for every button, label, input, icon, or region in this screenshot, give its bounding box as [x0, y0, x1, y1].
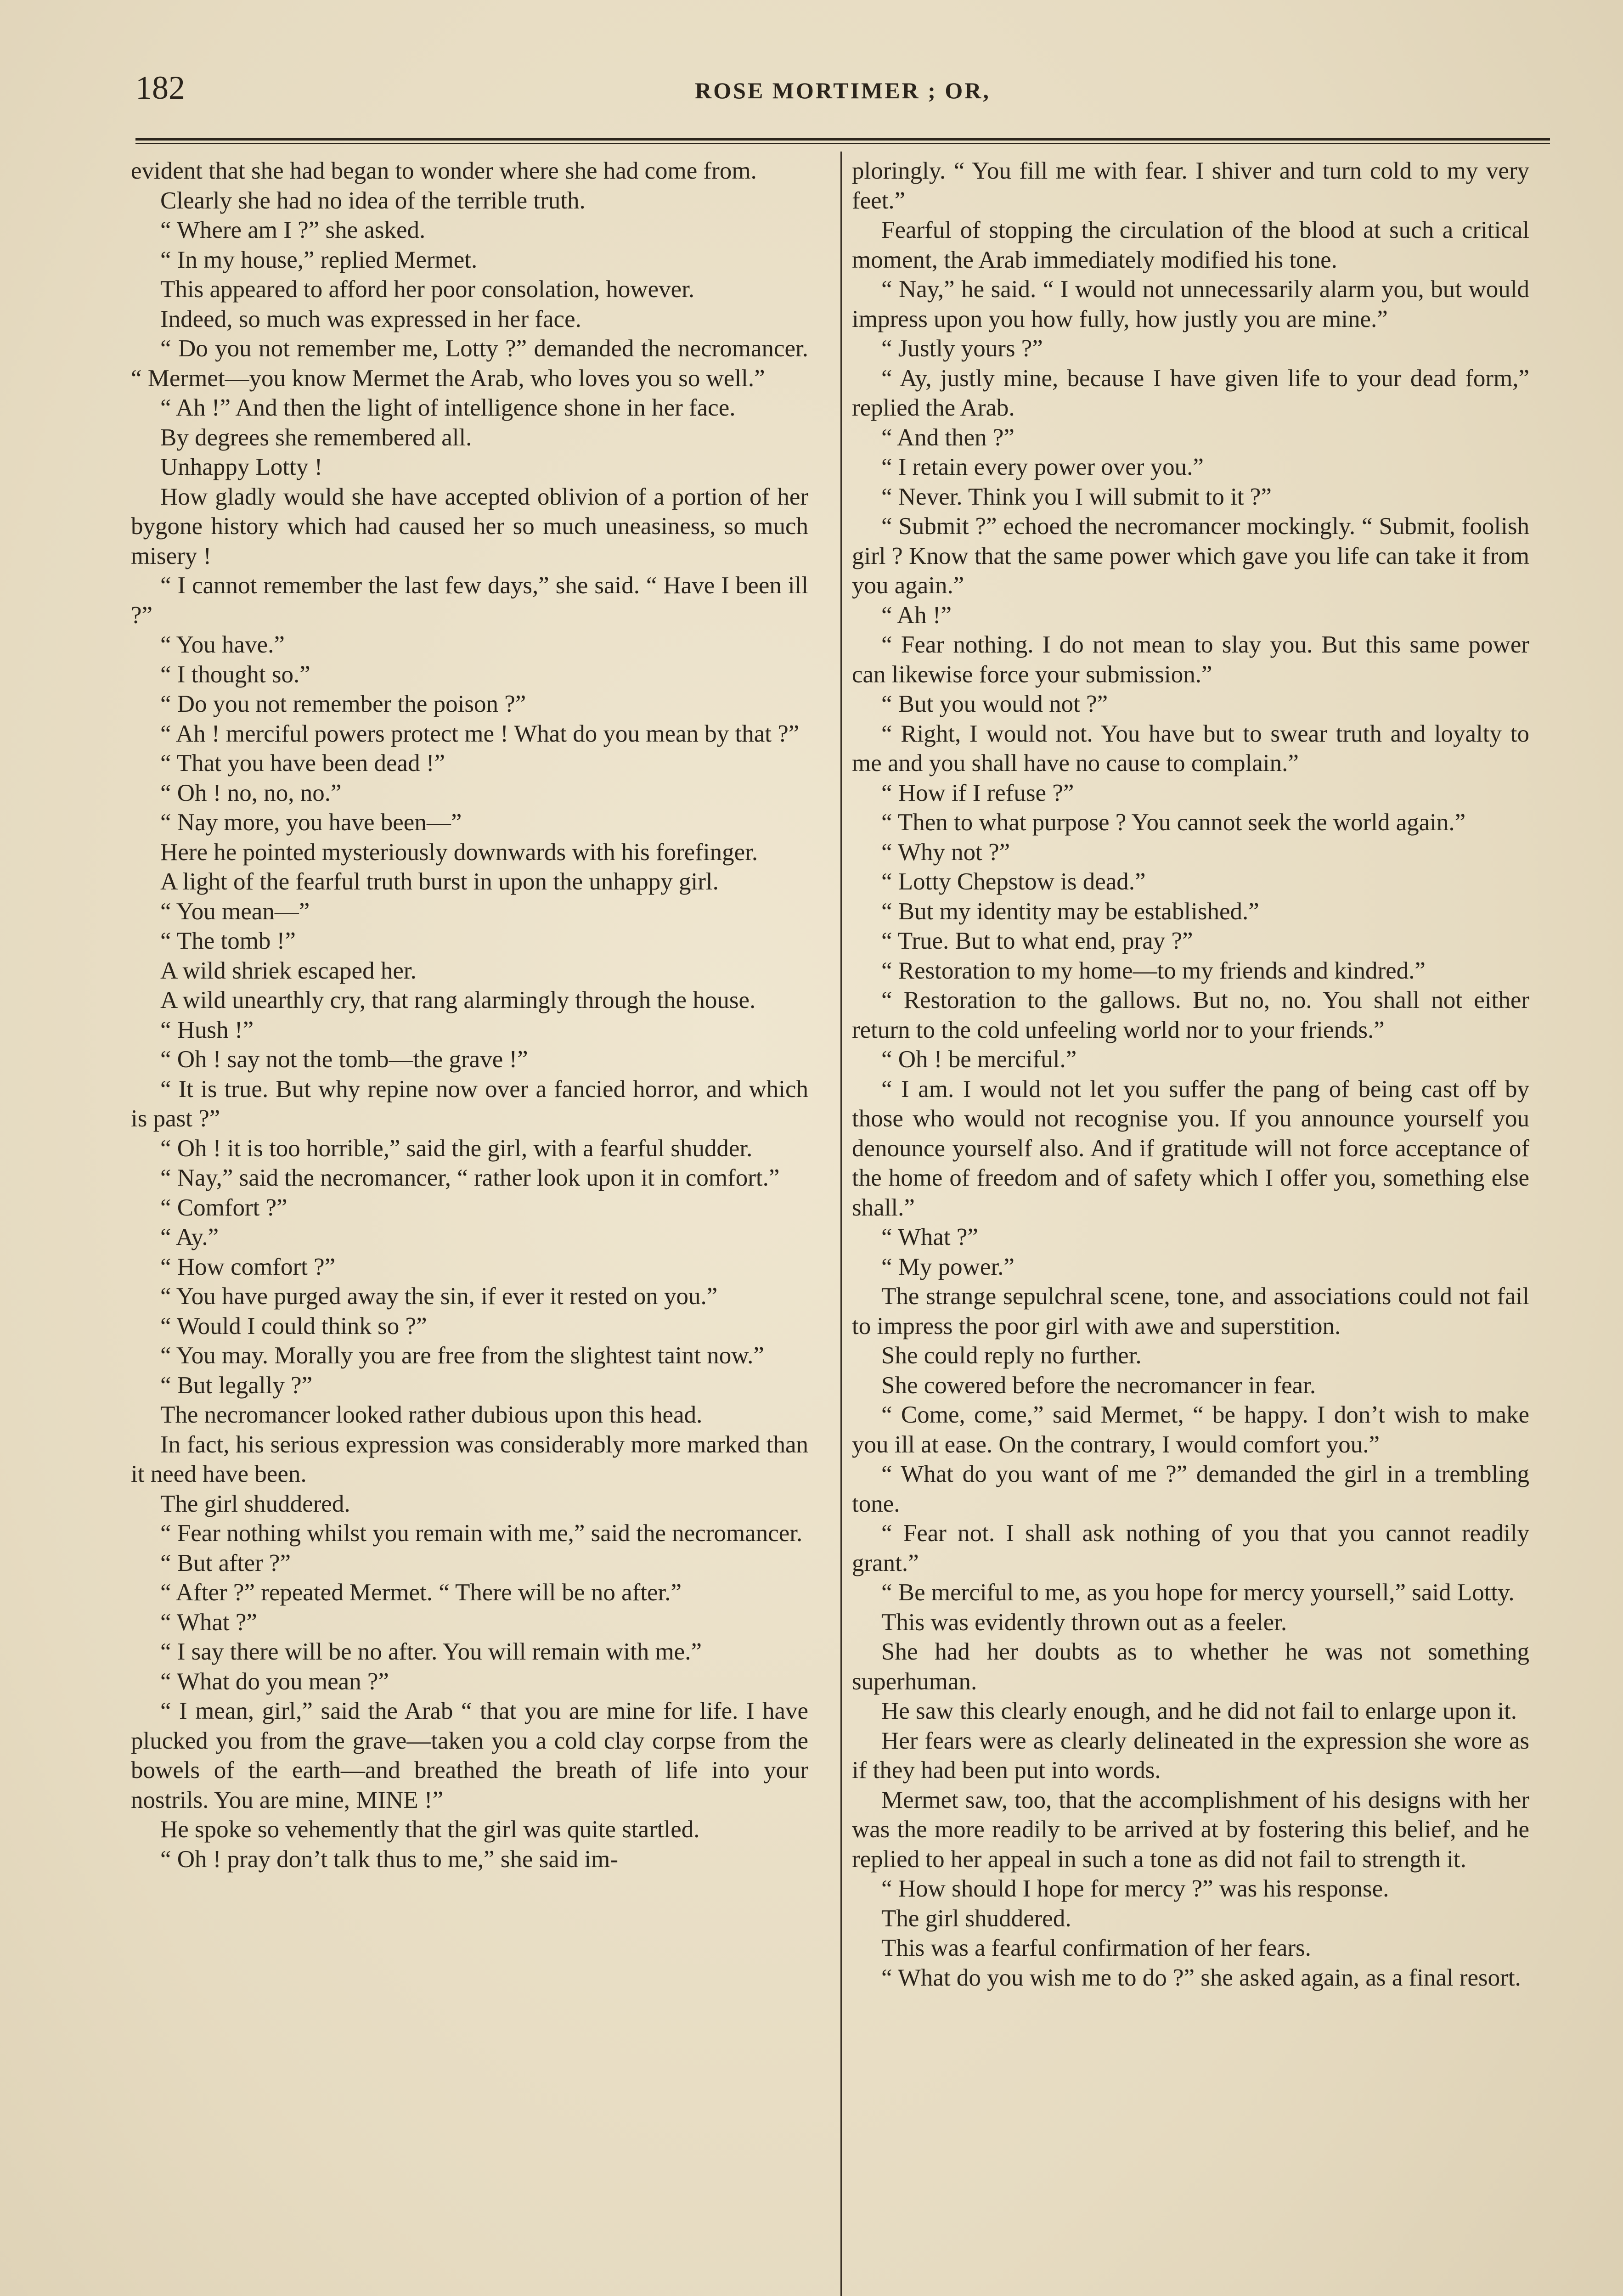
column-divider	[840, 152, 842, 2296]
paragraph: “ Ah !” And then the light of intelligence shone in her face.	[160, 394, 736, 421]
paragraph: A wild unearthly cry, that rang alarmingly through the house.	[160, 987, 756, 1013]
paragraph: “ Submit ?” echoed the necromancer mockingly. “ Submit, foolish girl ? Know that the same power which gave you life can take it from you again.”	[852, 513, 1529, 599]
paragraph: “ And then ?”	[881, 424, 1014, 451]
paragraph: “ Come, come,” said Mermet, “ be happy. I don’t wish to make you ill at ease. On the contrary, I would comfort you.”	[852, 1401, 1529, 1458]
paragraph: “ What do you want of me ?” demanded the girl in a trembling tone.	[852, 1461, 1529, 1517]
paragraph: “ Right, I would not. You have but to swear truth and loyalty to me and you shall have no cause to complain.”	[852, 720, 1529, 777]
paragraph: Unhappy Lotty !	[160, 454, 323, 480]
paragraph: “ True. But to what end, pray ?”	[881, 928, 1193, 954]
paragraph: “ Would I could think so ?”	[160, 1312, 427, 1339]
header-rule	[135, 138, 1550, 141]
paragraph: How gladly would she have accepted oblivion of a portion of her bygone history which had caused her so much uneasiness, so much misery !	[131, 483, 808, 569]
right-column	[852, 156, 1529, 1992]
paragraph: Fearful of stopping the circulation of the blood at such a critical moment, the Arab immediately modified his tone.	[852, 217, 1529, 273]
paragraph: “ That you have been dead !”	[160, 750, 445, 777]
header-rule-thin	[135, 143, 1550, 144]
paragraph: “ Be merciful to me, as you hope for mercy yoursell,” said Lotty.	[881, 1579, 1515, 1606]
paragraph: “ Never. Think you I will submit to it ?”	[881, 483, 1272, 510]
paragraph: “ Hush !”	[160, 1016, 254, 1043]
paragraph: “ I say there will be no after. You will remain with me.”	[160, 1638, 702, 1665]
paragraph: “ I mean, girl,” said the Arab “ that you are mine for life. I have plucked you from the grave—taken you a cold clay corpse from the bowels of the earth—and breathed the breath of life into your nostrils. You are mine, MINE !”	[131, 1698, 808, 1813]
paragraph: evident that she had began to wonder where she had come from.	[131, 158, 757, 184]
paragraph: This was evidently thrown out as a feeler.	[881, 1609, 1287, 1636]
paragraph: “ How should I hope for mercy ?” was his response.	[881, 1875, 1389, 1902]
paragraph: “ Restoration to my home—to my friends and kindred.”	[881, 957, 1426, 984]
page-header	[135, 69, 1550, 119]
paragraph: “ How comfort ?”	[160, 1253, 336, 1280]
paragraph: “ Ah !”	[881, 602, 952, 629]
paragraph: “ I retain every power over you.”	[881, 454, 1204, 480]
paragraph: She cowered before the necromancer in fear.	[881, 1372, 1316, 1399]
paragraph: “ But my identity may be established.”	[881, 898, 1259, 925]
paragraph: “ Restoration to the gallows. But no, no. You shall not either return to the cold unfeeling world nor to your friends.”	[852, 987, 1529, 1043]
paragraph: In fact, his serious expression was considerably more marked than it need have been.	[131, 1431, 808, 1487]
paragraph: This appeared to afford her poor consolation, however.	[160, 276, 695, 303]
paragraph: Her fears were as clearly delineated in the expression she wore as if they had been put into words.	[852, 1727, 1529, 1784]
paragraph: A wild shriek escaped her.	[160, 957, 417, 984]
paragraph: The strange sepulchral scene, tone, and associations could not fail to impress the poor girl with awe and superstition.	[852, 1283, 1529, 1339]
paragraph: Indeed, so much was expressed in her face.	[160, 305, 581, 332]
running-title: ROSE MORTIMER ; OR,	[695, 78, 991, 103]
paragraph: “ Do you not remember the poison ?”	[160, 691, 526, 717]
paragraph: “ Comfort ?”	[160, 1194, 287, 1221]
paragraph: “ Oh ! be merciful.”	[881, 1046, 1077, 1073]
paragraph: Here he pointed mysteriously downwards with his forefinger.	[160, 838, 758, 866]
paragraph: He spoke so vehemently that the girl was quite startled.	[160, 1816, 700, 1843]
paragraph: She had her doubts as to whether he was not something superhuman.	[852, 1638, 1529, 1695]
paragraph: “ I cannot remember the last few days,” she said. “ Have I been ill ?”	[131, 572, 808, 629]
paragraph: “ Ay.”	[160, 1224, 219, 1250]
paragraph: “ Oh ! it is too horrible,” said the girl, with a fearful shudder.	[160, 1135, 753, 1162]
paragraph: The necromancer looked rather dubious upon this head.	[160, 1401, 703, 1428]
paragraph: “ I thought so.”	[160, 661, 310, 688]
paragraph: “ But legally ?”	[160, 1372, 313, 1399]
paragraph: This was a fearful confirmation of her fears.	[881, 1935, 1311, 1961]
paragraph: “ In my house,” replied Mermet.	[160, 246, 478, 273]
left-column	[131, 156, 808, 1874]
paragraph: “ Ay, justly mine, because I have given life to your dead form,” replied the Arab.	[852, 365, 1529, 421]
paragraph: “ Oh ! no, no, no.”	[160, 779, 342, 806]
paragraph: “ Ah ! merciful powers protect me ! What do you mean by that ?”	[160, 720, 800, 747]
paragraph: He saw this clearly enough, and he did not fail to enlarge upon it.	[881, 1698, 1517, 1724]
paragraph: “ Fear not. I shall ask nothing of you that you cannot readily grant.”	[852, 1520, 1529, 1576]
paragraph: “ It is true. But why repine now over a fancied horror, and which is past ?”	[131, 1075, 808, 1132]
paragraph: “ Fear nothing. I do not mean to slay you. But this same power can likewise force your submission.”	[852, 631, 1529, 688]
paragraph: “ Where am I ?” she asked.	[160, 217, 426, 243]
paragraph: “ You have.”	[160, 631, 285, 658]
paragraph: A light of the fearful truth burst in upon the unhappy girl.	[160, 868, 719, 895]
paragraph: “ What do you mean ?”	[160, 1668, 389, 1695]
paragraph: The girl shuddered.	[160, 1490, 350, 1517]
paragraph: “ Justly yours ?”	[881, 335, 1043, 362]
paragraph: “ Nay,” said the necromancer, “ rather look upon it in comfort.”	[160, 1165, 780, 1191]
paragraph: “ The tomb !”	[160, 928, 296, 954]
paragraph: “ Lotty Chepstow is dead.”	[881, 868, 1146, 895]
paragraph: “ What do you wish me to do ?” she asked again, as a final resort.	[881, 1964, 1521, 1991]
paragraph: “ But you would not ?”	[881, 691, 1108, 717]
paragraph: “ What ?”	[160, 1609, 257, 1636]
paragraph: “ Oh ! pray don’t talk thus to me,” she said im-	[160, 1846, 618, 1873]
paragraph: “ Do you not remember me, Lotty ?” demanded the necromancer. “ Mermet—you know Mermet the Arab, who loves you so well.”	[131, 335, 808, 392]
paragraph: “ My power.”	[881, 1253, 1014, 1280]
paragraph: She could reply no further.	[881, 1342, 1142, 1369]
paragraph: “ Fear nothing whilst you remain with me,” said the necromancer.	[160, 1520, 803, 1547]
paragraph: “ Then to what purpose ? You cannot seek the world again.”	[881, 809, 1466, 836]
paragraph: “ Nay more, you have been—”	[160, 809, 462, 836]
paragraph: The girl shuddered.	[881, 1905, 1071, 1932]
paragraph: “ I am. I would not let you suffer the pang of being cast off by those who would not recognise you. If you announce yourself you denounce yourself also. And if gratitude will not force acceptance of the home of freedom and of safety which I offer you, something else shall.”	[852, 1075, 1529, 1221]
paragraph: “ Why not ?”	[881, 838, 1010, 866]
paragraph: “ Oh ! say not the tomb—the grave !”	[160, 1046, 528, 1073]
paragraph: ploringly. “ You fill me with fear. I shiver and turn cold to my very feet.”	[852, 158, 1529, 214]
paragraph: “ Nay,” he said. “ I would not unnecessarily alarm you, but would impress upon you how fully, how justly you are mine.”	[852, 276, 1529, 332]
paragraph: “ How if I refuse ?”	[881, 779, 1074, 806]
page-number: 182	[135, 69, 185, 106]
paragraph: “ What ?”	[881, 1224, 978, 1250]
paragraph: “ After ?” repeated Mermet. “ There will be no after.”	[160, 1579, 682, 1606]
paragraph: “ You have purged away the sin, if ever it rested on you.”	[160, 1283, 718, 1310]
paragraph: By degrees she remembered all.	[160, 424, 472, 451]
paragraph: Clearly she had no idea of the terrible truth.	[160, 187, 586, 214]
paragraph: “ But after ?”	[160, 1549, 291, 1576]
paragraph: Mermet saw, too, that the accomplishment of his designs with her was the more readily to be arrived at by fostering this belief, and he replied to her appeal in such a tone as did not fail to strength it.	[852, 1786, 1529, 1873]
paragraph: “ You mean—”	[160, 898, 310, 925]
paragraph: “ You may. Morally you are free from the slightest taint now.”	[160, 1342, 764, 1369]
